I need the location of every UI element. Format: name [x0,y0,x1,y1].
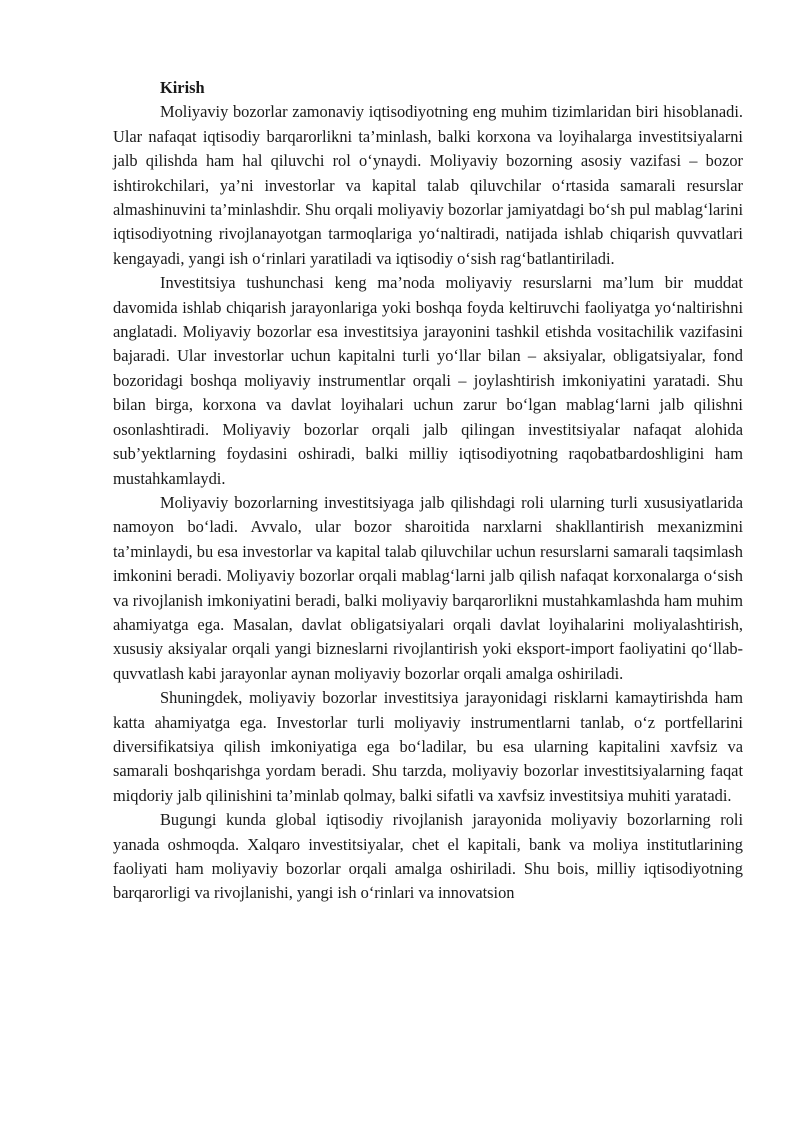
paragraph-3: Moliyaviy bozorlarning investitsiyaga jalb qilishdagi roli ularning turli xususiyatlarida namoyon bo‘ladi. Avvalo, ular bozor sharoitida narxlarni shakllantirish mexanizmini ta’minlaydi, bu esa investorlar va kapital talab qiluvchilar uchun resurslarni samarali taqsimlash imkonini beradi. Moliyaviy bozorlar orqali mablag‘larni jalb qilish nafaqat korxonalarga o‘sish va rivojlanish imkoniyatini beradi, balki moliyaviy barqarorlikni mustahkamlashda ham muhim ahamiyatga ega. Masalan, davlat obligatsiyalari orqali davlat loyihalarini moliyalashtirish, xususiy aksiyalar orqali yangi bizneslarni rivojlantirish yoki eksport-import faoliyatini qo‘llab-quvvatlash kabi jarayonlar aynan moliyaviy bozorlar orqali amalga oshiriladi. [113,492,743,683]
paragraph-2: Investitsiya tushunchasi keng ma’noda moliyaviy resurslarni ma’lum bir muddat davomida ishlab chiqarish jarayonlariga yoki boshqa foyda keltiruvchi faoliyatga yo‘naltirishni anglatadi. Moliyaviy bozorlar esa investitsiya jarayonini tashkil etishda vositachilik vazifasini bajaradi. Ular investorlar uchun kapitalni turli yo‘llar bilan – aksiyalar, obligatsiyalar, fond bozoridagi boshqa moliyaviy instrumentlar orqali – joylashtirish imkoniyatini yaratadi. Shu bilan birga, korxona va davlat loyihalari uchun zarur bo‘lgan mablag‘larni jalb qilishni osonlashtiradi. Moliyaviy bozorlar orqali jalb qilingan investitsiyalar nafaqat alohida sub’yektlarning foydasini oshiradi, balki milliy iqtisodiyotning raqobatbardoshligini ham mustahkamlaydi. [113,273,743,488]
section-heading: Kirish [160,78,205,97]
document-page [113,76,743,906]
paragraph-5: Bugungi kunda global iqtisodiy rivojlanish jarayonida moliyaviy bozorlarning roli yanada oshmoqda. Xalqaro investitsiyalar, chet el kapitali, bank va moliya institutlarining faoliyati ham moliyaviy bozorlar orqali amalga oshiriladi. Shu bois, milliy iqtisodiyotning barqarorligi va rivojlanishi, yangi ish o‘rinlari va innovatsion [113,810,743,903]
paragraph-1: Moliyaviy bozorlar zamonaviy iqtisodiyotning eng muhim tizimlaridan biri hisoblanadi. Ular nafaqat iqtisodiy barqarorlikni ta’minlash, balki korxona va loyihalarga investitsiyalarni jalb qilishda ham hal qiluvchi rol o‘ynaydi. Moliyaviy bozorning asosiy vazifasi – bozor ishtirokchilari, ya’ni investorlar va kapital talab qiluvchilar o‘rtasida samarali resurslar almashinuvini ta’minlashdir. Shu orqali moliyaviy bozorlar jamiyatdagi bo‘sh pul mablag‘larini iqtisodiyotning rivojlanayotgan tarmoqlariga yo‘naltiradi, natijada ishlab chiqarish quvvatlari kengayadi, yangi ish o‘rinlari yaratiladi va iqtisodiy o‘sish rag‘batlantiriladi. [113,102,743,268]
paragraph-4: Shuningdek, moliyaviy bozorlar investitsiya jarayonidagi risklarni kamaytirishda ham katta ahamiyatga ega. Investorlar turli moliyaviy instrumentlarni tanlab, o‘z portfellarini diversifikatsiya qilish imkoniyatiga ega bo‘ladilar, bu esa ularning kapitalini xavfsiz va samarali boshqarishga yordam beradi. Shu tarzda, moliyaviy bozorlar investitsiyalarning faqat miqdoriy jalb qilinishini ta’minlab qolmay, balki sifatli va xavfsiz investitsiya muhiti yaratadi. [113,688,743,805]
